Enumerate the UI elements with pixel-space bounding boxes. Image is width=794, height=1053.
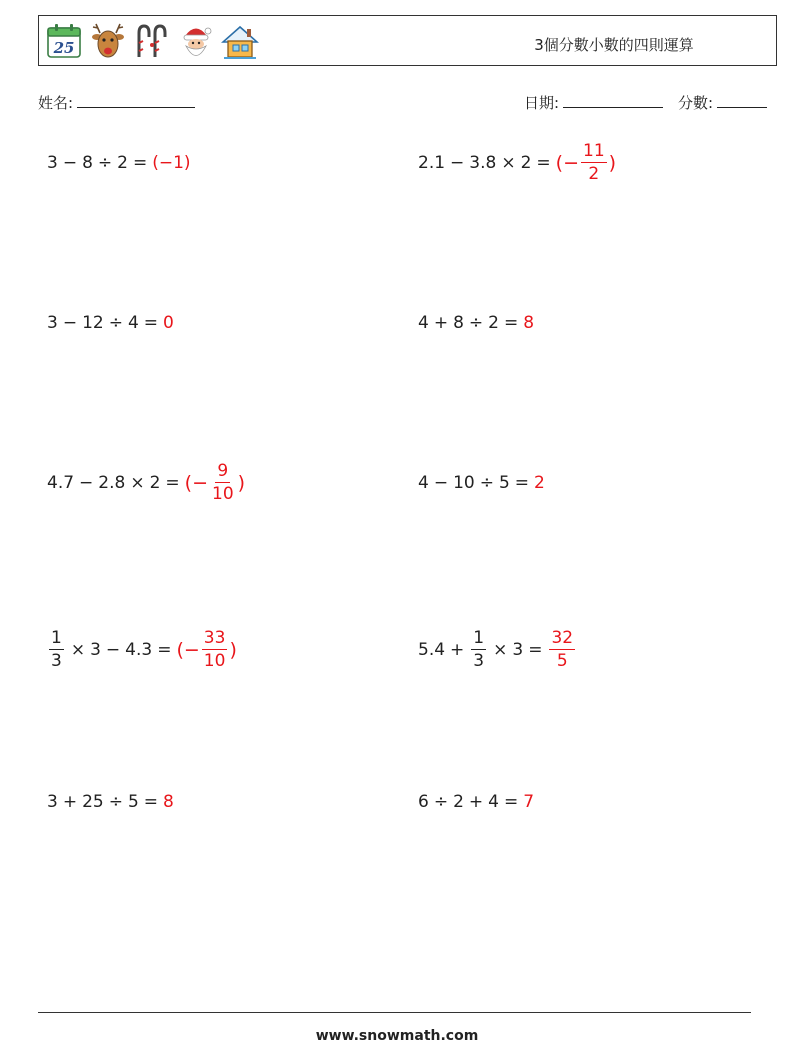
answer-close-paren: ) — [237, 472, 246, 494]
operator: = — [143, 792, 159, 812]
problem-5 — [47, 463, 245, 503]
operator: − — [450, 153, 465, 173]
problem-6 — [418, 473, 545, 493]
answer-value: 2 — [534, 473, 545, 493]
answer-value: 7 — [523, 792, 535, 812]
expression-term: 4 — [127, 313, 139, 333]
fraction-denominator: 10 — [203, 651, 226, 671]
expression-term: 8 — [453, 313, 464, 333]
fraction-numerator: 1 — [473, 628, 485, 648]
answer-value: (−1) — [152, 153, 191, 173]
answer — [523, 792, 534, 812]
fraction-numerator: 9 — [217, 461, 229, 481]
score-blank[interactable] — [717, 92, 767, 108]
expression-term: 12 — [82, 313, 104, 333]
answer-value: 8 — [523, 313, 535, 333]
fraction-denominator: 3 — [51, 651, 62, 671]
operator: ÷ — [108, 313, 123, 333]
answer — [185, 463, 245, 503]
score-label: 分數: — [678, 94, 714, 112]
operator: ÷ — [479, 473, 494, 493]
operator: − — [62, 313, 78, 333]
operator: + — [433, 313, 449, 333]
operator: − — [433, 473, 449, 493]
expression-term: 2 — [117, 153, 128, 173]
answer — [152, 153, 190, 173]
expression-term: 2 — [453, 792, 464, 812]
fraction-numerator: 1 — [51, 628, 62, 648]
candy-cane-icon — [133, 21, 171, 61]
expression-term: 2 — [488, 313, 499, 333]
name-blank[interactable] — [77, 92, 195, 108]
operator: + — [62, 792, 78, 812]
expression-term: 3 — [47, 792, 58, 812]
operator: − — [79, 473, 94, 493]
answer-sign: (− — [555, 152, 580, 174]
name-label: 姓名: — [38, 94, 74, 112]
answer — [176, 630, 236, 670]
expression-term: 5 — [127, 792, 139, 812]
answer — [163, 313, 174, 333]
answer-close-paren: ) — [608, 152, 617, 174]
expression-term: 10 — [453, 473, 475, 493]
fraction — [202, 630, 228, 670]
expression-term: 2 — [149, 473, 161, 493]
operator: = — [143, 313, 159, 333]
fraction-denominator: 2 — [588, 164, 600, 184]
operator: = — [503, 792, 519, 812]
operator: × — [130, 473, 145, 493]
expression-term: 4 — [418, 313, 429, 333]
answer-sign: (− — [184, 472, 209, 494]
answer — [523, 313, 534, 333]
problem-1 — [47, 153, 191, 173]
problem-8 — [418, 630, 577, 670]
footer-divider — [38, 1012, 751, 1013]
answer — [163, 792, 174, 812]
operator: = — [528, 640, 543, 660]
answer — [534, 473, 545, 493]
answer-value: 0 — [163, 313, 174, 333]
problem-9 — [47, 792, 174, 812]
expression-term: 4.3 — [125, 640, 153, 660]
fraction — [210, 463, 236, 503]
operator: + — [450, 640, 465, 660]
calendar-number: 25 — [53, 39, 75, 57]
expression-term: 3 — [90, 640, 101, 660]
fraction-numerator: 33 — [203, 628, 226, 648]
operator: × — [501, 153, 516, 173]
problem-3 — [47, 313, 174, 333]
expression-term: 3 — [512, 640, 524, 660]
fraction — [49, 630, 64, 670]
expression-term: 4.7 — [47, 473, 75, 493]
name-field — [38, 92, 195, 113]
operator: ÷ — [433, 792, 449, 812]
operator: = — [536, 153, 551, 173]
problem-7 — [47, 630, 237, 670]
reindeer-icon — [89, 21, 127, 61]
expression-term: 2.8 — [98, 473, 126, 493]
expression-term: 3 — [47, 313, 58, 333]
expression-term: 2 — [520, 153, 532, 173]
expression-term: 8 — [82, 153, 93, 173]
answer-close-paren: ) — [229, 639, 237, 661]
calendar-icon — [45, 21, 83, 61]
operator: = — [165, 473, 180, 493]
date-blank[interactable] — [563, 92, 663, 108]
operator: − — [105, 640, 121, 660]
expression-term: 4 — [418, 473, 429, 493]
operator: = — [503, 313, 519, 333]
problem-2 — [418, 143, 616, 183]
fraction-numerator: 32 — [551, 628, 574, 648]
fraction-numerator: 11 — [583, 141, 605, 161]
operator: = — [132, 153, 148, 173]
answer — [547, 630, 577, 670]
operator: + — [468, 792, 484, 812]
fraction-denominator: 3 — [473, 651, 485, 671]
score-field — [678, 92, 767, 113]
operator: − — [62, 153, 78, 173]
expression-term: 2.1 — [418, 153, 446, 173]
fraction — [581, 143, 607, 183]
expression-term: 3.8 — [469, 153, 497, 173]
operator: × — [493, 640, 508, 660]
operator: × — [70, 640, 86, 660]
problem-10 — [418, 792, 534, 812]
answer-value: 8 — [163, 792, 174, 812]
date-label: 日期: — [524, 94, 560, 112]
fraction-denominator: 10 — [212, 484, 234, 504]
expression-term: 3 — [47, 153, 58, 173]
fraction — [549, 630, 575, 670]
expression-term: 5.4 — [418, 640, 446, 660]
header-box — [38, 15, 777, 66]
expression-term: 4 — [488, 792, 499, 812]
santa-icon — [177, 21, 215, 61]
answer — [556, 143, 616, 183]
operator: = — [157, 640, 172, 660]
expression-term: 5 — [498, 473, 510, 493]
worksheet-title: 3個分數小數的四則運算 — [534, 36, 694, 54]
footer-site: www.snowmath.com — [315, 1028, 479, 1044]
date-field — [524, 92, 663, 113]
header-icons — [45, 21, 259, 61]
expression-term: 6 — [418, 792, 429, 812]
house-icon — [221, 21, 259, 61]
problem-4 — [418, 313, 534, 333]
fraction — [471, 630, 486, 670]
operator: ÷ — [97, 153, 113, 173]
operator: ÷ — [108, 792, 123, 812]
operator: = — [514, 473, 530, 493]
fraction-denominator: 5 — [556, 651, 568, 671]
expression-term: 25 — [82, 792, 104, 812]
operator: ÷ — [468, 313, 484, 333]
answer-sign: (− — [176, 639, 200, 661]
